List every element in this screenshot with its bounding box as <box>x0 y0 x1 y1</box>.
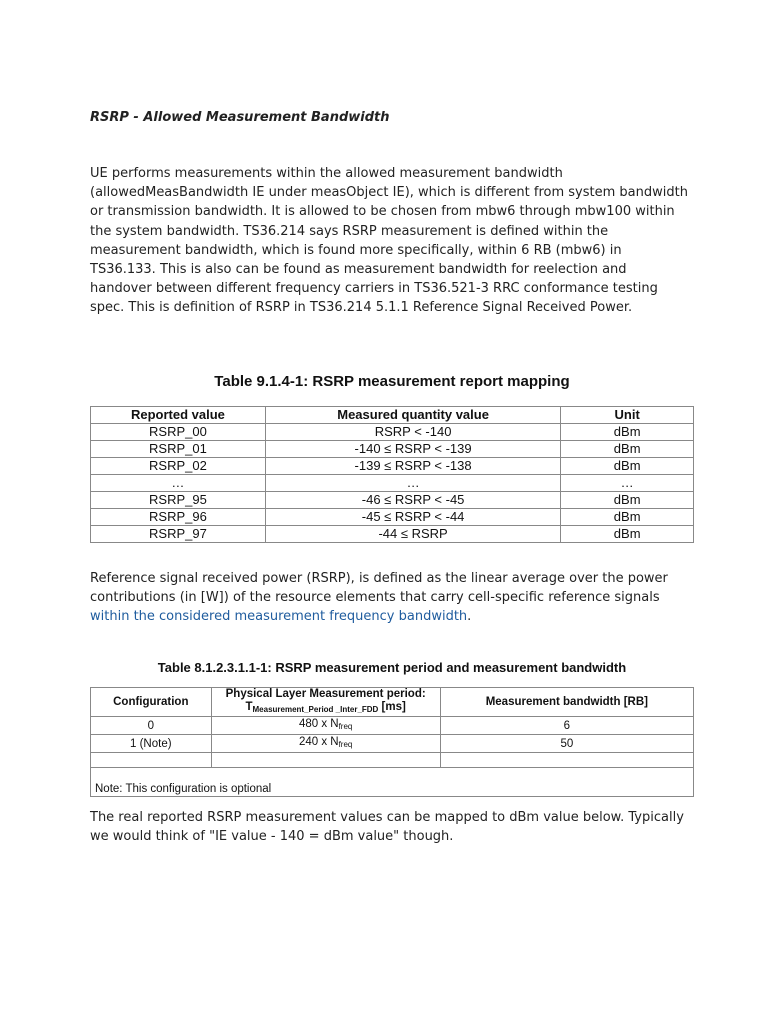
table-cell <box>211 735 440 753</box>
table-cell: 50 <box>440 735 693 753</box>
table-cell: -46 ≤ RSRP < -45 <box>265 492 560 509</box>
table-cell: -139 ≤ RSRP < -138 <box>265 458 560 475</box>
table-cell: RSRP_95 <box>91 492 266 509</box>
intro-paragraph: UE performs measurements within the allowed measurement bandwidth (allowedMeasBandwidth IE under measObject IE), which is different from system bandwidth or transmission bandwidth. It is allowed to be chosen from mbw6 through mbw100 within the system bandwidth. TS36.214 says RSRP measurement is defined within the measurement bandwidth, which is found more specifically, within 6 RB (mbw6) in TS36.133. This is also can be found as measurement bandwidth for reelection and handover between different frequency carriers in TS36.521-3 RRC conformance testing spec. This is definition of RSRP in TS36.214 5.1.1 Reference Signal Received Power. <box>90 166 688 316</box>
period-header-line1: Physical Layer Measurement period: <box>225 688 426 700</box>
col-measured-quantity: Measured quantity value <box>265 407 560 424</box>
table-cell: -45 ≤ RSRP < -44 <box>265 509 560 526</box>
col-measurement-bandwidth: Measurement bandwidth [RB] <box>440 688 693 717</box>
table-cell: dBm <box>561 492 694 509</box>
rsrp-definition-paragraph <box>90 569 690 627</box>
table-cell: 1 (Note) <box>91 735 212 753</box>
table-cell: dBm <box>561 441 694 458</box>
table-cell: dBm <box>561 509 694 526</box>
table-row <box>91 475 694 492</box>
table-row <box>91 458 694 475</box>
table-row <box>91 735 694 753</box>
table-cell: RSRP < -140 <box>265 424 560 441</box>
table-cell: 0 <box>91 717 212 735</box>
table-cell: dBm <box>561 424 694 441</box>
closing-paragraph: The real reported RSRP measurement values can be mapped to dBm value below. Typically we would think of "IE value - 140 = dBm value" though. <box>90 810 684 845</box>
period-header-t: T <box>245 701 253 713</box>
table-cell: -140 ≤ RSRP < -139 <box>265 441 560 458</box>
table-cell: RSRP_97 <box>91 526 266 543</box>
table-cell: RSRP_00 <box>91 424 266 441</box>
table2-title: Table 8.1.2.3.1.1-1: RSRP measurement period and measurement bandwidth <box>157 660 627 675</box>
table-cell <box>91 753 212 768</box>
table-cell: dBm <box>561 526 694 543</box>
table-cell <box>211 717 440 735</box>
col-reported-value: Reported value <box>91 407 266 424</box>
period-header-unit: [ms] <box>381 701 406 713</box>
table-cell: … <box>265 475 560 492</box>
table-cell: RSRP_01 <box>91 441 266 458</box>
table-cell: dBm <box>561 458 694 475</box>
table-header-row <box>91 688 694 717</box>
table1-title: Table 9.1.4-1: RSRP measurement report mapping <box>214 373 570 390</box>
col-unit: Unit <box>561 407 694 424</box>
period-value: 240 x N <box>298 736 339 748</box>
table-cell: -44 ≤ RSRP <box>265 526 560 543</box>
table-row <box>91 509 694 526</box>
table-row <box>91 526 694 543</box>
table-cell: RSRP_02 <box>91 458 266 475</box>
table-header-row <box>91 407 694 424</box>
table-row <box>91 424 694 441</box>
table-row <box>91 717 694 735</box>
definition-end: . <box>467 609 472 625</box>
table-row <box>91 441 694 458</box>
table-note: Note: This configuration is optional <box>91 768 694 797</box>
table-cell: … <box>91 475 266 492</box>
table-cell: 6 <box>440 717 693 735</box>
table-cell <box>440 753 693 768</box>
table-cell: RSRP_96 <box>91 509 266 526</box>
period-header-sub: Measurement_Period _Inter_FDD <box>252 705 379 714</box>
table-cell: … <box>561 475 694 492</box>
period-sub: freq <box>338 740 353 749</box>
measurement-period-table <box>90 687 694 797</box>
table-cell <box>211 753 440 768</box>
bandwidth-link[interactable]: within the considered measurement frequency bandwidth <box>90 609 468 625</box>
period-sub: freq <box>338 722 353 731</box>
table-row <box>91 492 694 509</box>
page-heading: RSRP - Allowed Measurement Bandwidth <box>90 110 390 125</box>
table-note-row <box>91 768 694 797</box>
definition-text: Reference signal received power (RSRP), is defined as the linear average over the power contributions (in [W]) of the resource elements that carry cell-specific reference signals <box>90 571 668 606</box>
table-row <box>91 753 694 768</box>
col-configuration: Configuration <box>91 688 212 717</box>
period-value: 480 x N <box>298 718 339 730</box>
col-measurement-period <box>211 688 440 717</box>
rsrp-mapping-table <box>90 406 694 543</box>
